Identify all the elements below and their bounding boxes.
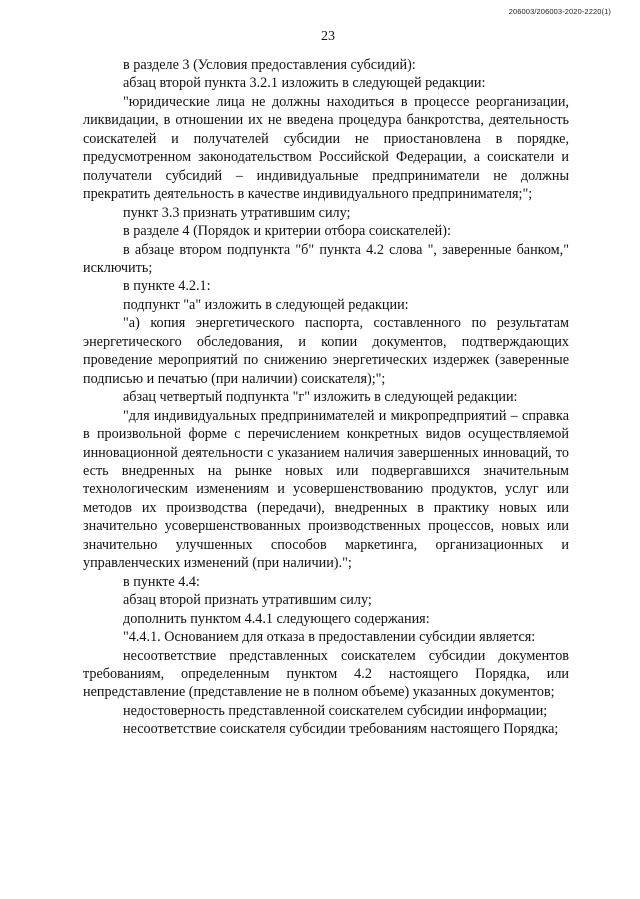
paragraph: недостоверность представленной соискателем субсидии информации; — [123, 702, 548, 719]
paragraph: в разделе 3 (Условия предоставления субсидий): — [123, 57, 416, 73]
paragraph: "а) копия энергетического паспорта, составленного по результатам энергетического обследования, и копии документов, подтверждающих проведение мероприятий по снижению энергетических издержек (заверенные подписью и печатью (при наличии) соискателя);"; — [83, 315, 569, 387]
paragraph: несоответствие представленных соискателем субсидии документов требованиям, определенным пунктом 4.2 настоящего Порядка, или непредставление (представление не в полном объеме) указанных документов; — [83, 647, 569, 701]
page-number: 23 — [321, 29, 335, 44]
document-body — [83, 56, 569, 739]
paragraph: дополнить пунктом 4.4.1 следующего содержания: — [123, 610, 430, 627]
paragraph: несоответствие соискателя субсидии требованиям настоящего Порядка; — [123, 721, 559, 738]
paragraph: "4.4.1. Основанием для отказа в предоставлении субсидии является: — [123, 629, 536, 646]
paragraph: в пункте 4.2.1: — [123, 278, 211, 295]
document-id: 206003/206003-2020-2220(1) — [508, 7, 611, 16]
paragraph: абзац второй пункта 3.2.1 изложить в следующей редакции: — [123, 75, 486, 92]
paragraph: в пункте 4.4: — [123, 573, 200, 590]
paragraph: абзац четвертый подпункта "г" изложить в следующей редакции: — [123, 389, 518, 406]
paragraph: в разделе 4 (Порядок и критерии отбора соискателей): — [123, 223, 451, 240]
paragraph: подпункт "а" изложить в следующей редакции: — [123, 296, 409, 313]
paragraph: абзац второй признать утратившим силу; — [123, 592, 372, 609]
paragraph: в абзаце втором подпункта "б" пункта 4.2 слова ", заверенные банком," исключить; — [83, 241, 569, 276]
paragraph: "для индивидуальных предпринимателей и микропредприятий – справка в произвольной форме с перечислением конкретных видов осуществляемой инновационной деятельности с указанием наличия завершенных инноваций, то есть внедренных на рынке новых или подвергавшихся значительным технологическим изменениям и усовершенствованию продуктов, услуг или методов их производства (передачи), внедренных в практику новых или значительно усовершенствованных производственных процессов, новых или значительно улучшенных способов маркетинга, организационных и управленческих изменений (при наличии)."; — [83, 407, 569, 572]
paragraph: пункт 3.3 признать утратившим силу; — [123, 204, 351, 221]
paragraph: "юридические лица не должны находиться в процессе реорганизации, ликвидации, в отношении их не введена процедура банкротства, деятельность соискателей и получателей субсидии не приостановлена в порядке, предусмотренном законодательством Российской Федерации, а соискатели и получатели субсидий – индивидуальные предприниматели не должны прекратить деятельность в качестве индивидуального предпринимателя;"; — [83, 93, 569, 203]
